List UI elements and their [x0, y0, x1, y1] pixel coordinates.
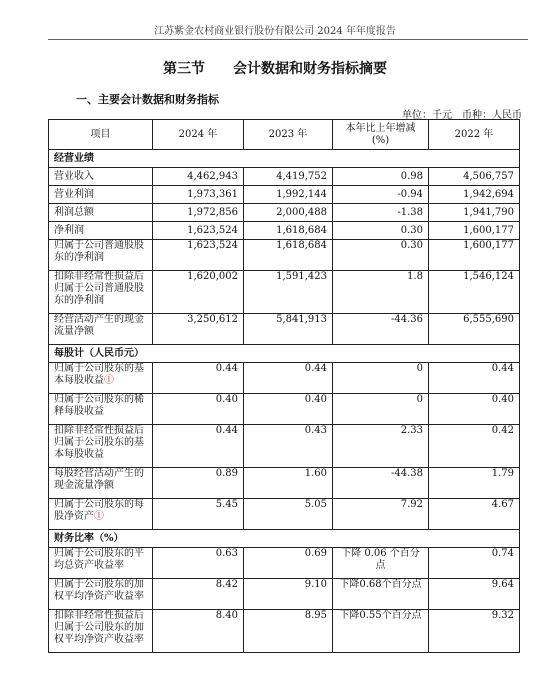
table-row: [49, 394, 520, 425]
cell-change: 下降 0.06 个百分点: [333, 548, 429, 579]
cell-2024: 0.40: [153, 394, 244, 425]
cell-2024: 0.44: [153, 425, 244, 468]
column-header-2024: 2024 年: [153, 120, 244, 150]
cell-2022: 0.74: [429, 548, 520, 579]
cell-2022: 4,506,757: [429, 168, 520, 186]
cell-2022: 1,600,177: [429, 222, 520, 240]
row-label: 营业收入: [49, 168, 153, 186]
table-row: [49, 468, 520, 499]
cell-change: -44.36: [333, 314, 429, 345]
row-label: 归属于公司股东的基本每股收益: [54, 363, 144, 386]
cell-change: 0: [333, 394, 429, 425]
cell-2023: 0.44: [244, 363, 333, 394]
row-label: 营业利润: [49, 186, 153, 204]
cell-change: 7.92: [333, 499, 429, 530]
cell-2024: 5.45: [153, 499, 244, 530]
cell-change: 0.30: [333, 222, 429, 240]
table-row: [49, 240, 520, 271]
cell-change: 1.8: [333, 271, 429, 314]
cell-2022: 0.42: [429, 425, 520, 468]
group-header-ratios: [49, 530, 520, 548]
cell-2024: 1,623,524: [153, 222, 244, 240]
row-label: 利润总额: [49, 204, 153, 222]
cell-2022: 1.79: [429, 468, 520, 499]
table-row: [49, 314, 520, 345]
cell-change: -1.38: [333, 204, 429, 222]
table-row: [49, 499, 520, 530]
table-row: [49, 363, 520, 394]
row-label-cell: [49, 499, 153, 530]
cell-2022: 9.64: [429, 579, 520, 610]
footnote-marker: ①: [94, 511, 104, 522]
cell-2023: 0.40: [244, 394, 333, 425]
cell-2023: 1,992,144: [244, 186, 333, 204]
row-label: 扣除非经常性损益后归属于公司股东的基本每股收益: [49, 425, 153, 468]
row-label: 归属于公司股东的每股净资产: [54, 499, 144, 522]
cell-2023: 0.43: [244, 425, 333, 468]
cell-2024: 0.89: [153, 468, 244, 499]
cell-2023: 2,000,488: [244, 204, 333, 222]
financial-data-table: [48, 119, 520, 653]
cell-2023: 1,618,684: [244, 240, 333, 271]
running-header: 江苏紫金农村商业银行股份有限公司 2024 年年度报告: [154, 26, 396, 37]
row-label-cell: [49, 363, 153, 394]
cell-2023: 5.05: [244, 499, 333, 530]
row-label: 归属于公司股东的平均总资产收益率: [49, 548, 153, 579]
row-label: 每股经营活动产生的现金流量净额: [49, 468, 153, 499]
cell-change: 2.33: [333, 425, 429, 468]
table-header-row: [49, 120, 520, 150]
row-label: 扣除非经常性损益后归属于公司股东的加权平均净资产收益率: [49, 610, 153, 653]
cell-change: 下降0.55个百分点: [333, 610, 429, 653]
cell-2024: 8.40: [153, 610, 244, 653]
table-row: [49, 548, 520, 579]
group-header-per-share: [49, 345, 520, 363]
cell-2022: 1,546,124: [429, 271, 520, 314]
unit-currency-note: 单位：千元 币种：人民币: [402, 110, 522, 121]
cell-2023: 1,618,684: [244, 222, 333, 240]
cell-2022: 1,942,694: [429, 186, 520, 204]
cell-change: -0.94: [333, 186, 429, 204]
group-title: 经营业绩: [49, 150, 520, 168]
table-row: [49, 168, 520, 186]
cell-2022: 0.44: [429, 363, 520, 394]
header-divider: [48, 39, 528, 40]
row-label: 归属于公司股东的稀释每股收益: [49, 394, 153, 425]
column-header-change: 本年比上年增减(%): [333, 120, 429, 150]
table-row: [49, 204, 520, 222]
cell-2024: 0.63: [153, 548, 244, 579]
cell-change: 0: [333, 363, 429, 394]
cell-2024: 1,623,524: [153, 240, 244, 271]
cell-2023: 4,419,752: [244, 168, 333, 186]
cell-2022: 0.40: [429, 394, 520, 425]
column-header-item: 项目: [49, 120, 153, 150]
table-row: [49, 610, 520, 653]
group-title: 每股计（人民币元）: [49, 345, 520, 363]
cell-2023: 0.69: [244, 548, 333, 579]
section-title: 第三节 会计数据和财务指标摘要: [163, 61, 387, 77]
cell-2022: 1,941,790: [429, 204, 520, 222]
cell-2022: 1,600,177: [429, 240, 520, 271]
cell-2024: 0.44: [153, 363, 244, 394]
row-label: 经营活动产生的现金流量净额: [49, 314, 153, 345]
row-label: 归属于公司股东的加权平均净资产收益率: [49, 579, 153, 610]
footnote-marker: ①: [104, 375, 114, 386]
cell-2023: 9.10: [244, 579, 333, 610]
cell-2024: 1,973,361: [153, 186, 244, 204]
table-row: [49, 425, 520, 468]
row-label: 净利润: [49, 222, 153, 240]
cell-2023: 8.95: [244, 610, 333, 653]
sub-heading: 一、主要会计数据和财务指标: [76, 93, 219, 106]
table-row: [49, 579, 520, 610]
row-label: 扣除非经常性损益后归属于公司普通股股东的净利润: [49, 271, 153, 314]
cell-change: 0.98: [333, 168, 429, 186]
group-header-operating: [49, 150, 520, 168]
column-header-2023: 2023 年: [244, 120, 333, 150]
cell-2022: 9.32: [429, 610, 520, 653]
cell-2024: 3,250,612: [153, 314, 244, 345]
cell-2022: 4.67: [429, 499, 520, 530]
cell-2023: 5,841,913: [244, 314, 333, 345]
cell-2024: 8.42: [153, 579, 244, 610]
cell-change: 0.30: [333, 240, 429, 271]
group-title: 财务比率（%）: [49, 530, 520, 548]
cell-2024: 1,620,002: [153, 271, 244, 314]
cell-2023: 1,591,423: [244, 271, 333, 314]
cell-change: -44.38: [333, 468, 429, 499]
column-header-2022: 2022 年: [429, 120, 520, 150]
cell-2022: 6,555,690: [429, 314, 520, 345]
table-row: [49, 186, 520, 204]
table-row: [49, 222, 520, 240]
cell-change: 下降0.68个百分点: [333, 579, 429, 610]
table-row: [49, 271, 520, 314]
cell-2024: 1,972,856: [153, 204, 244, 222]
cell-2023: 1.60: [244, 468, 333, 499]
row-label: 归属于公司普通股股东的净利润: [49, 240, 153, 271]
cell-2024: 4,462,943: [153, 168, 244, 186]
